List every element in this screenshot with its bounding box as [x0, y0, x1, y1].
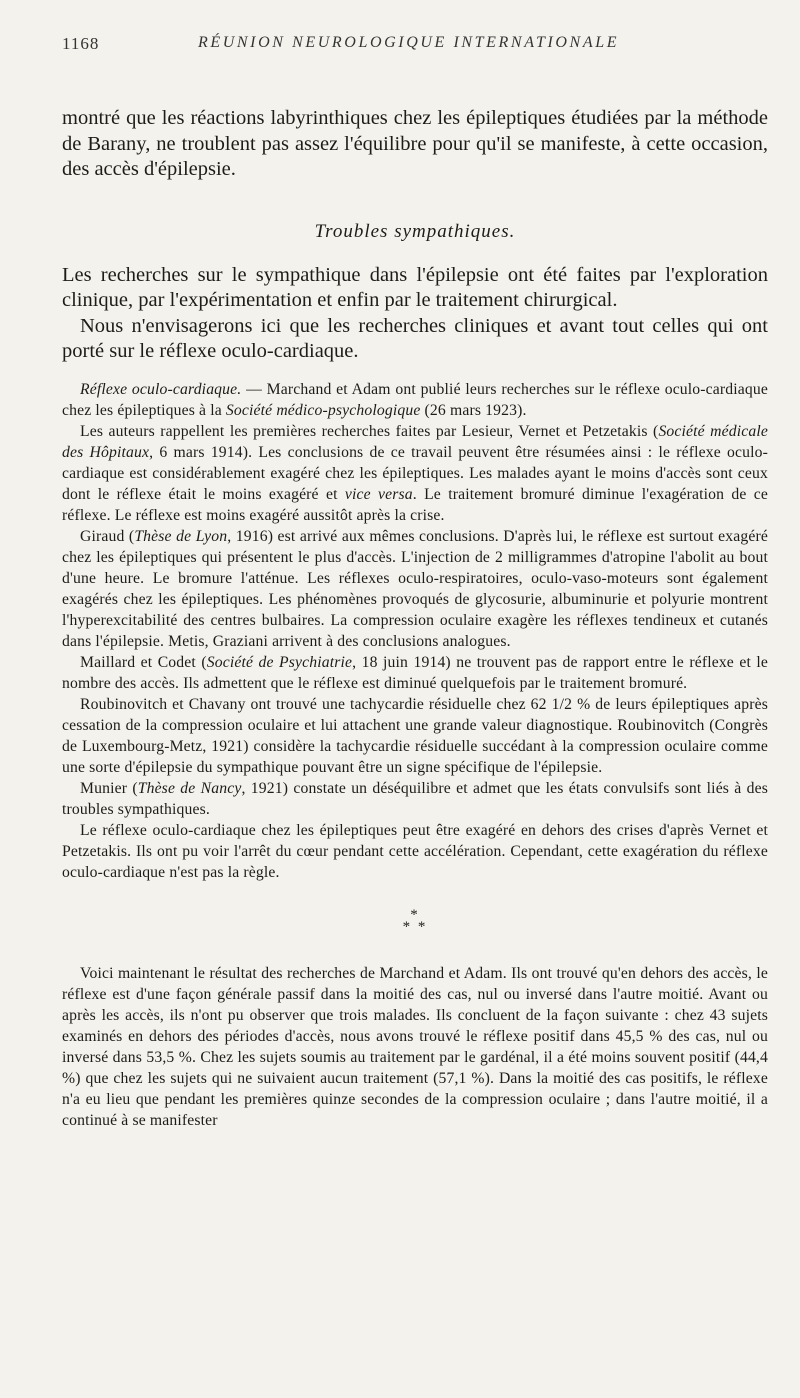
paragraph-lesieur: Les auteurs rappellent les premières recherches faites par Lesieur, Vernet et Petzetakis (Société médicale des Hôpitaux, 6 mars 1914). Les conclusions de ce travail peuvent être résumées ainsi : le réflexe oculo-cardiaque est considérablement exagéré chez les épileptiques. Les malades ayant le moins d'accès sont ceux dont le réflexe était le moins exagéré et vice versa. Le traitement bromuré diminue l'exagération de ce réflexe. Le réflexe est moins exagéré aussitôt après la crise. [62, 422, 768, 524]
paragraph-vernet: Le réflexe oculo-cardiaque chez les épileptiques peut être exagéré en dehors des crises d'après Vernet et Petzetakis. Ils ont pu voir l'arrêt du cœur pendant cette accélération. Cependant, cette exagération du réflexe oculo-cardiaque n'est pas la règle. [62, 821, 768, 881]
citation-source: Société médicale des Hôpitaux [62, 422, 768, 461]
intro-section [62, 106, 768, 183]
paragraph-marchand-adam: Voici maintenant le résultat des recherches de Marchand et Adam. Ils ont trouvé qu'en dehors des accès, le réflexe est d'une façon générale passif dans la moitié des cas, nul ou inversé dans l'autre moitié. Avant ou après les accès, ils n'ont pu observer que trois malades. Ils concluent de la façon suivante : chez 43 sujets examinés en dehors des périodes d'accès, nous avons trouvé le réflexe positif dans 45,5 % des cas, nul ou inversé dans 53,5 %. Chez les sujets soumis au traitement par le gardénal, il a été moins souvent positif (44,4 %) que chez les sujets qui ne suivaient aucun traitement (57,1 %). Dans la moitié des cas positifs, le réflexe n'a eu lieu que pendant les premières quinze secondes de la compression oculaire ; dans l'autre moitié, il a continué à se manifester [62, 964, 768, 1129]
page-header [62, 34, 768, 64]
latin-phrase: vice versa [344, 485, 413, 503]
citation-source: Société médico-psychologique [225, 401, 421, 419]
citation-source: Thèse de Nancy [137, 779, 242, 797]
paragraph-reflexe: Réflexe oculo-cardiaque. — Marchand et Adam ont publié leurs recherches sur le réflexe oculo-cardiaque chez les épileptiques à la Société médico-psychologique (26 mars 1923). [62, 380, 768, 419]
section-paragraph-1: Les recherches sur le sympathique dans l'épilepsie ont été faites par l'exploration clinique, par l'expérimentation et enfin par le traitement chirurgical. [62, 263, 768, 311]
citation-source: Société de Psychiatrie [206, 653, 353, 671]
citation-source: Thèse de Lyon [134, 527, 228, 545]
section-intro [62, 263, 768, 365]
section-paragraph-2: Nous n'envisagerons ici que les recherches cliniques et avant tout celles qui ont porté sur le réflexe oculo-cardiaque. [62, 314, 768, 362]
intro-paragraph: montré que les réactions labyrinthiques chez les épileptiques étudiées par la méthode de Barany, ne troublent pas assez l'équilibre pour qu'il se manifeste, à cette occasion, des accès d'épilepsie. [62, 107, 768, 180]
paragraph-heading: Réflexe oculo-cardiaque. [80, 380, 242, 398]
separator-bottom: * * [402, 918, 428, 935]
body-text [62, 379, 768, 1131]
paragraph-roubinovitch: Roubinovitch et Chavany ont trouvé une tachycardie résiduelle chez 62 1/2 % de leurs épileptiques après cessation de la compression oculaire et lui attachent une grande valeur diagnostique. Roubinovitch (Congrès de Luxembourg-Metz, 1921) considère la tachycardie résiduelle succédant à la compression oculaire comme une sorte d'épilepsie du sympathique pouvant être un signe spécifique de l'épilepsie. [62, 695, 768, 776]
paragraph-munier: Munier (Thèse de Nancy, 1921) constate un déséquilibre et admet que les états convulsifs sont liés à des troubles sympathiques. [62, 779, 769, 818]
page-number: 1168 [62, 34, 100, 53]
paragraph-giraud: Giraud (Thèse de Lyon, 1916) est arrivé aux mêmes conclusions. D'après lui, le réflexe est surtout exagéré chez les épileptiques qui présentent le plus d'accès. L'injection de 2 milligrammes d'atropine l'abolit au bout d'une heure. Le bromure l'atténue. Les réflexes oculo-respiratoires, oculo-vaso-moteurs sont également exagérés chez les épileptiques. Les phénomènes provoqués de glycosurie, albuminurie et polyurie montrent l'hyperexcitabilité des centres bulbaires. La compression oculaire exagère les réflexes tendineux et cutanés dans l'épilepsie. Metis, Graziani arrivent à des conclusions analogues. [62, 527, 768, 650]
section-title: Troubles sympathiques. [314, 220, 516, 242]
section-separator [62, 906, 768, 935]
separator-top: * [410, 906, 420, 923]
book-page [62, 34, 768, 1131]
paragraph-maillard: Maillard et Codet (Société de Psychiatrie, 18 juin 1914) ne trouvent pas de rapport entre le réflexe et le nombre des accès. Ils admettent que le réflexe est diminué quelquefois par le traitement bromuré. [62, 653, 769, 692]
running-head: RÉUNION NEUROLOGIQUE INTERNATIONALE [198, 34, 620, 51]
